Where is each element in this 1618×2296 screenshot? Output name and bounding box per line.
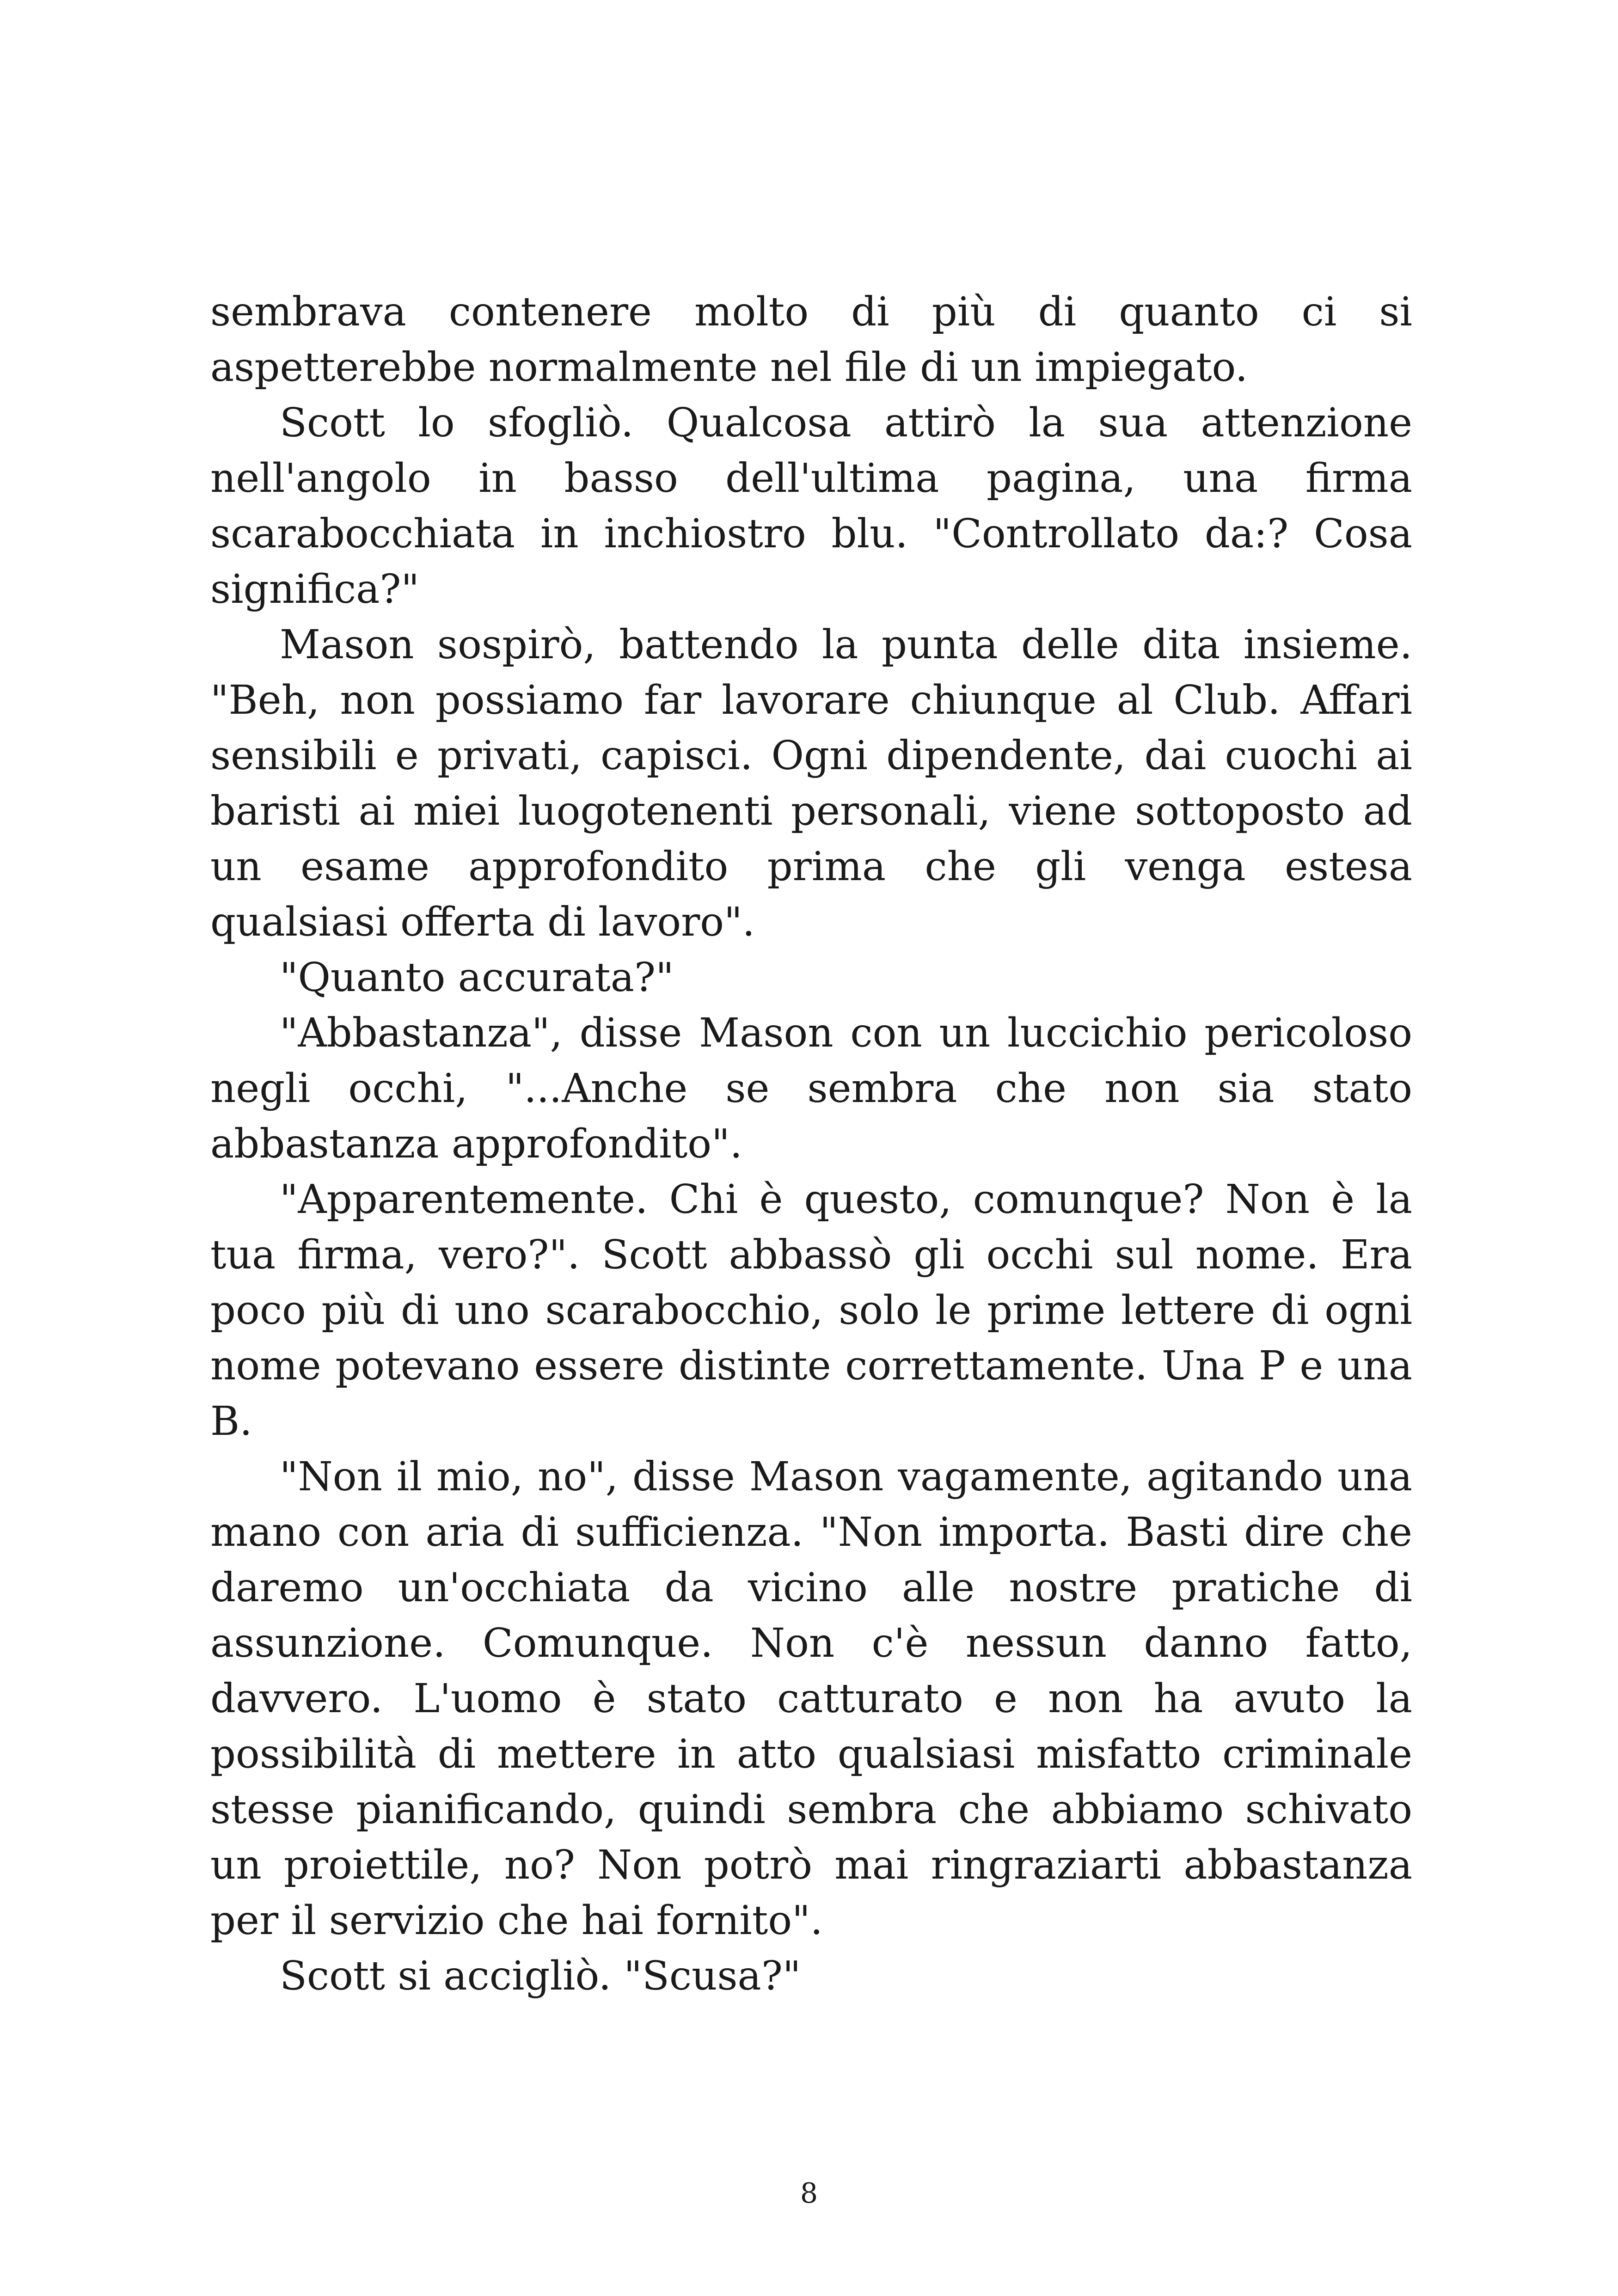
paragraph-2: Scott lo sfogliò. Qualcosa attirò la sua attenzione nell'angolo in basso dell'ultima pagina, una firma scarabocchiata in inchiostro blu. "Controllato da:? Cosa significa?"	[210, 400, 1412, 612]
paragraph-5: "Abbastanza", disse Mason con un luccichio pericoloso negli occhi, "...Anche se sembra che non sia stato abbastanza approfondito".	[210, 1010, 1412, 1167]
body-text	[210, 284, 1412, 2004]
paragraph-3: Mason sospirò, battendo la punta delle dita insieme. "Beh, non possiamo far lavorare chiunque al Club. Affari sensibili e privati, capisci. Ogni dipendente, dai cuochi ai baristi ai miei luogotenenti personali, viene sottoposto ad un esame approfondito prima che gli venga estesa qualsiasi offerta di lavoro".	[210, 622, 1412, 945]
paragraph-8: Scott si accigliò. "Scusa?"	[280, 1953, 801, 1999]
paragraph-6: "Apparentemente. Chi è questo, comunque? Non è la tua firma, vero?". Scott abbassò gli occhi sul nome. Era poco più di uno scarabocchio, solo le prime lettere di ogni nome potevano essere distinte correttamente. Una P e una B.	[210, 1176, 1412, 1445]
paragraph-7: "Non il mio, no", disse Mason vagamente, agitando una mano con aria di sufficienza. "Non importa. Basti dire che daremo un'occhiata da vicino alle nostre pratiche di assunzione. Comunque. Non c'è nessun danno fatto, davvero. L'uomo è stato catturato e non ha avuto la possibilità di mettere in atto qualsiasi misfatto criminale stesse pianificando, quindi sembra che abbiamo schivato un proiettile, no? Non potrò mai ringraziarti abbastanza per il servizio che hai fornito".	[210, 1454, 1412, 1944]
page-number: 8	[800, 2177, 818, 2210]
paragraph-4: "Quanto accurata?"	[280, 955, 674, 1001]
paragraph-1: sembrava contenere molto di più di quanto ci si aspetterebbe normalmente nel file di un impiegato.	[210, 289, 1412, 391]
